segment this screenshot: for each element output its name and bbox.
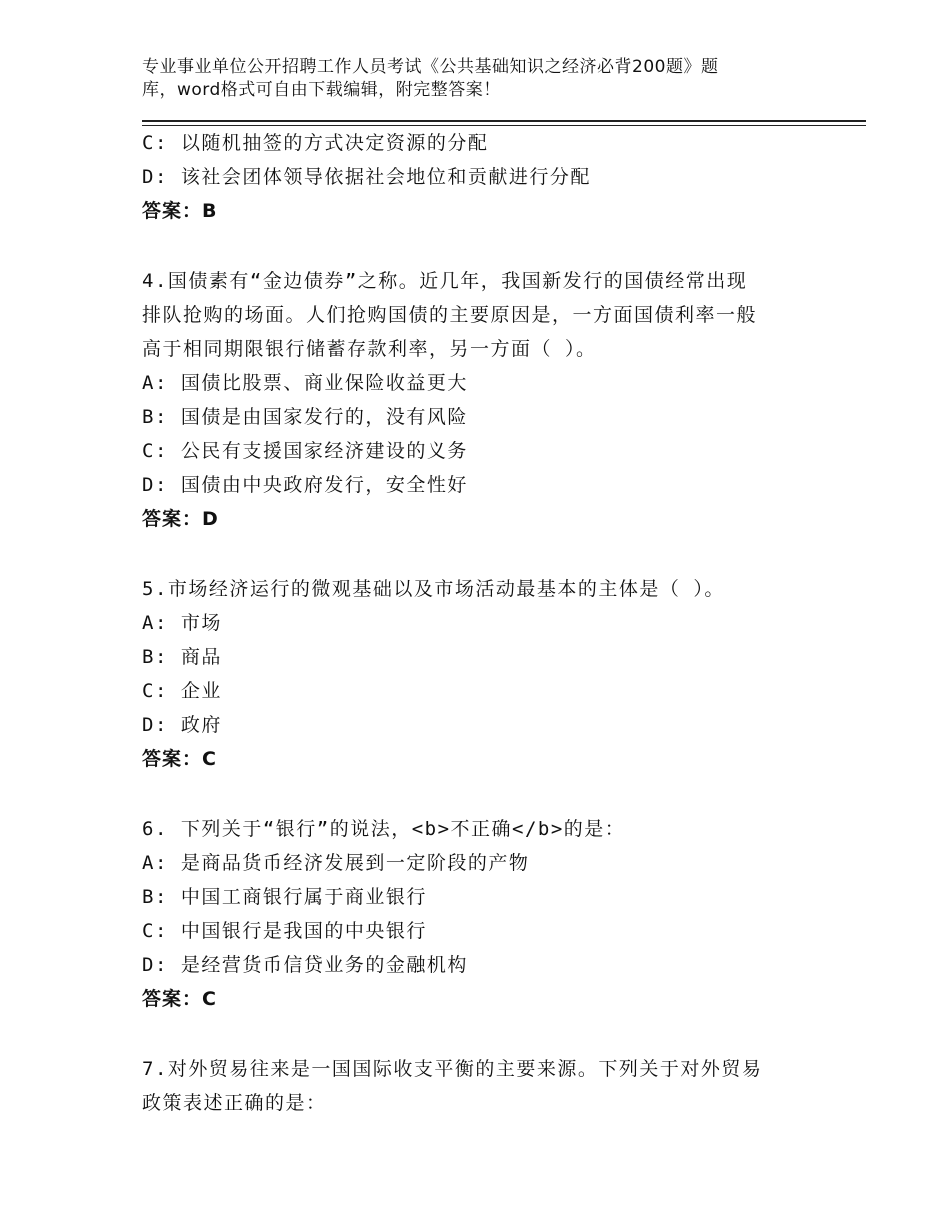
spacer	[142, 228, 822, 264]
stem-line: 4.国债素有“金边债券”之称。近几年，我国新发行的国债经常出现	[142, 270, 748, 292]
header-title-line-1: 专业事业单位公开招聘工作人员考试《公共基础知识之经济必背200题》题	[142, 57, 719, 77]
stem-line: 政策表述正确的是：	[142, 1092, 327, 1114]
spacer	[142, 1016, 822, 1052]
spacer	[142, 776, 822, 812]
option-d: D: 政府	[142, 714, 222, 736]
question-7	[142, 1052, 822, 1120]
option-a: A: 是商品货币经济发展到一定阶段的产物	[142, 852, 530, 874]
question-6	[142, 812, 822, 1016]
question-stem	[142, 1052, 822, 1120]
option-c: C: 以随机抽签的方式决定资源的分配	[142, 132, 489, 154]
stem-line: 排队抢购的场面。人们抢购国债的主要原因是，一方面国债利率一般	[142, 304, 758, 326]
question-stem	[142, 812, 822, 846]
stem-line: 6. 下列关于“银行”的说法，<b>不正确</b>的是：	[142, 818, 626, 840]
header-rule-thick	[142, 120, 866, 122]
option-d: D: 国债由中央政府发行，安全性好	[142, 474, 468, 496]
page-header	[142, 56, 782, 102]
option-b: B: 商品	[142, 646, 222, 668]
option-b: B: 中国工商银行属于商业银行	[142, 886, 427, 908]
option-d: D: 该社会团体领导依据社会地位和贡献进行分配	[142, 166, 591, 188]
answer: 答案：C	[142, 988, 217, 1010]
document-body	[142, 126, 822, 1120]
option-c: C: 企业	[142, 680, 222, 702]
answer: 答案：C	[142, 748, 217, 770]
spacer	[142, 536, 822, 572]
header-title-line-2: 库，word格式可自由下载编辑，附完整答案！	[142, 80, 501, 100]
question-4	[142, 264, 822, 536]
stem-line: 5.市场经济运行的微观基础以及市场活动最基本的主体是（ ）。	[142, 578, 725, 600]
stem-line: 7.对外贸易往来是一国国际收支平衡的主要来源。下列关于对外贸易	[142, 1058, 763, 1080]
question-stem	[142, 572, 822, 606]
question-5	[142, 572, 822, 776]
option-c: C: 公民有支援国家经济建设的义务	[142, 440, 468, 462]
question-stem	[142, 264, 822, 366]
option-a: A: 市场	[142, 612, 222, 634]
stem-line: 高于相同期限银行储蓄存款利率，另一方面（ ）。	[142, 338, 597, 360]
option-b: B: 国债是由国家发行的，没有风险	[142, 406, 468, 428]
option-c: C: 中国银行是我国的中央银行	[142, 920, 427, 942]
option-d: D: 是经营货币信贷业务的金融机构	[142, 954, 468, 976]
answer: 答案：B	[142, 200, 218, 222]
answer: 答案：D	[142, 508, 219, 530]
option-a: A: 国债比股票、商业保险收益更大	[142, 372, 468, 394]
question-3-continued	[142, 126, 822, 228]
